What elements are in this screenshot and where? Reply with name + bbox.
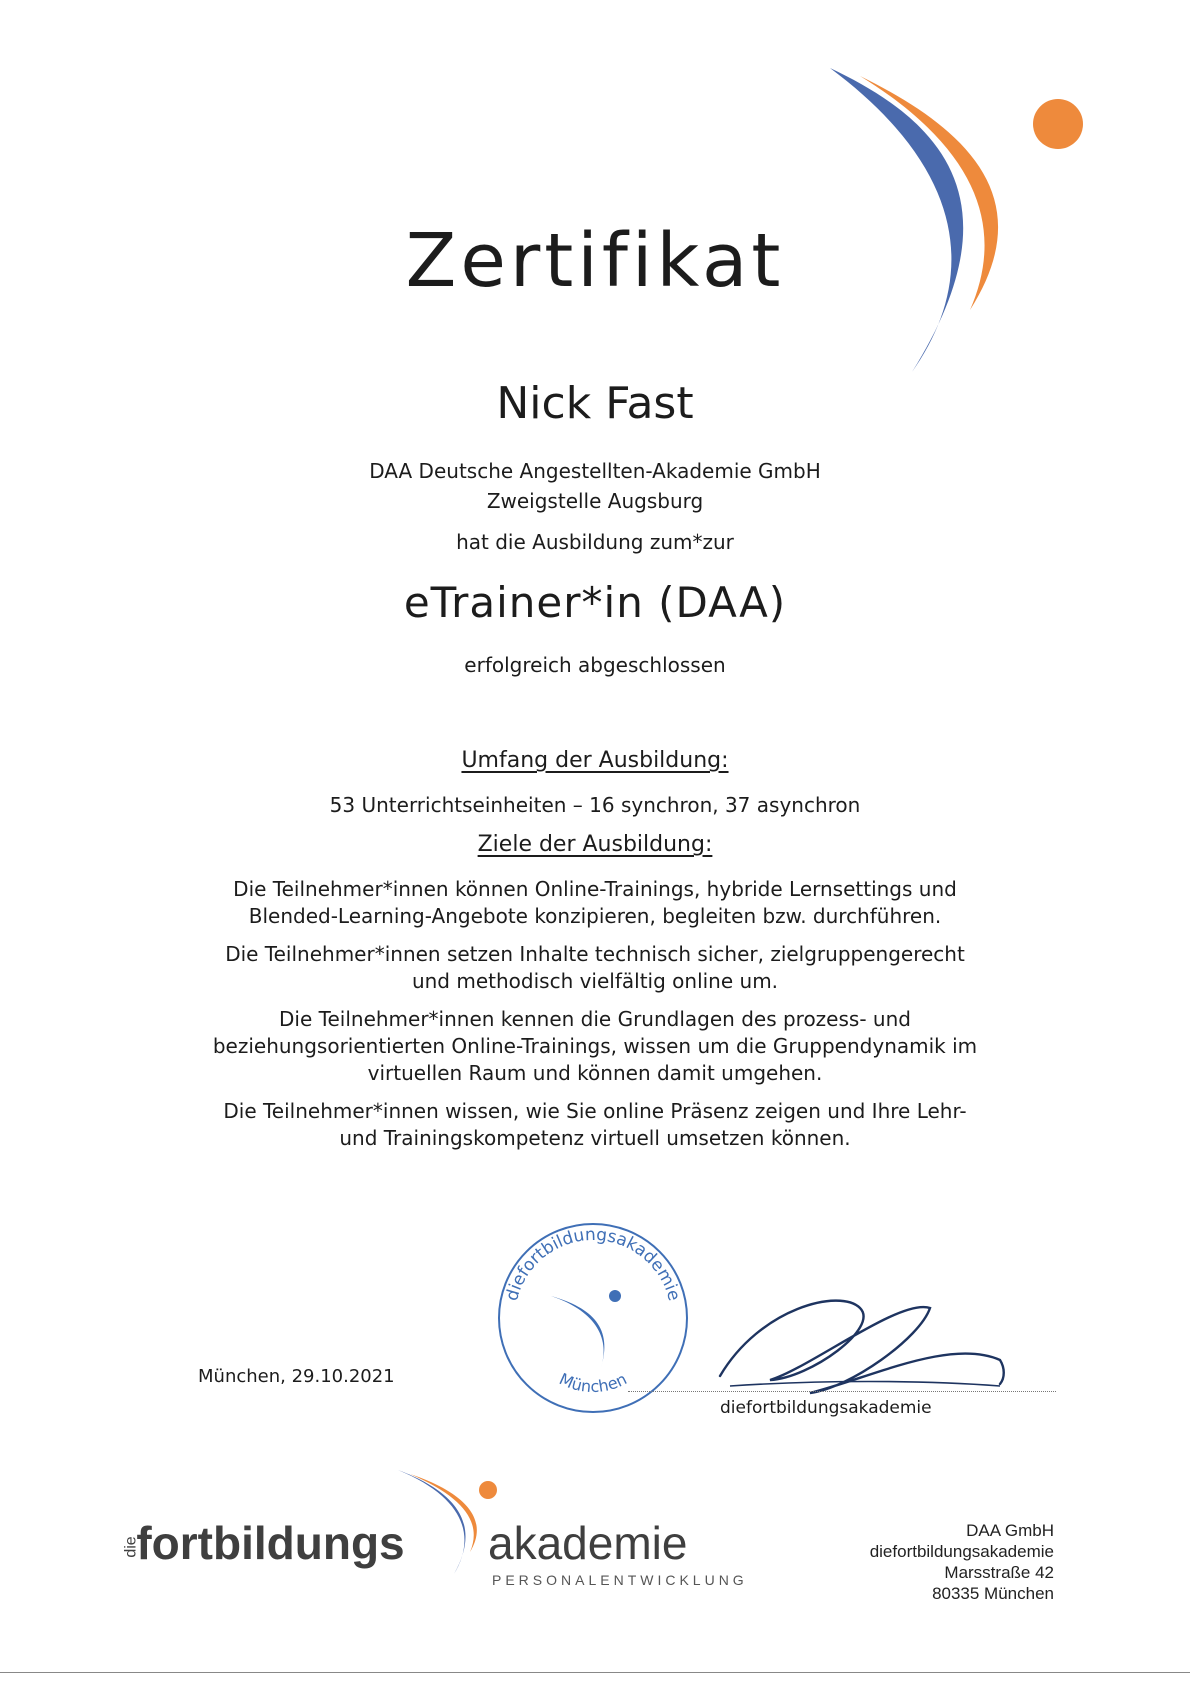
footer-logo-text-1 xyxy=(121,1516,405,1570)
completion-text: erfolgreich abgeschlossen xyxy=(464,653,726,677)
signature-label: diefortbildungsakademie xyxy=(720,1398,932,1418)
address-line: DAA GmbH xyxy=(966,1521,1054,1540)
recipient-name: Nick Fast xyxy=(496,378,694,429)
address-line: diefortbildungsakademie xyxy=(869,1542,1054,1561)
organization-line-2: Zweigstelle Augsburg xyxy=(486,489,704,513)
footer-logo-part-2: akademie xyxy=(488,1517,688,1569)
stamp-swoosh-icon xyxy=(551,1296,604,1368)
address-line: 80335 München xyxy=(932,1584,1054,1603)
goal-item: Die Teilnehmer*innen können Online-Trainings, hybride Lernsettings und Blended-Learning-Angebote konzipieren, begleiten bzw. durchführen. xyxy=(233,877,957,928)
intro-text: hat die Ausbildung zum*zur xyxy=(456,530,734,554)
goal-item: Die Teilnehmer*innen kennen die Grundlagen des prozess- und beziehungsorientierten Online-Trainings, wissen um die Gruppendynamik im virtuellen Raum und können damit umgehen. xyxy=(212,1007,978,1085)
scope-value: 53 Unterrichtseinheiten – 16 synchron, 37 asynchron xyxy=(329,793,861,817)
stamp-text-top: diefortbildungsakademie xyxy=(502,1224,684,1304)
footer-logo-prefix: die xyxy=(122,1536,140,1558)
footer-address xyxy=(870,1520,1054,1604)
page-bottom-edge xyxy=(0,1672,1190,1673)
organization-line-1: DAA Deutsche Angestellten-Akademie GmbH xyxy=(369,459,821,483)
handwritten-signature xyxy=(700,1268,1020,1408)
scope-heading: Umfang der Ausbildung: xyxy=(461,748,729,773)
signature-line xyxy=(628,1391,1056,1392)
svg-text:München xyxy=(556,1369,629,1396)
course-title: eTrainer*in (DAA) xyxy=(403,578,787,627)
organization xyxy=(0,456,1190,516)
goal-item: Die Teilnehmer*innen wissen, wie Sie online Präsenz zeigen und Ihre Lehr- und Trainingskompetenz virtuell umsetzen können. xyxy=(223,1099,967,1150)
certificate-title: Zertifikat xyxy=(405,218,785,304)
footer-logo-part-1: fortbildungs xyxy=(136,1517,405,1569)
place-date: München, 29.10.2021 xyxy=(198,1366,395,1387)
organization-stamp xyxy=(493,1218,693,1418)
goals-list xyxy=(0,876,1190,1163)
footer-logo-tagline: PERSONALENTWICKLUNG xyxy=(492,1572,748,1588)
goal-item: Die Teilnehmer*innen setzen Inhalte technisch sicher, zielgruppengerecht und methodisch vielfältig online um. xyxy=(225,942,965,993)
svg-text:diefortbildungsakademie xyxy=(502,1225,684,1303)
address-line: Marsstraße 42 xyxy=(944,1563,1054,1582)
stamp-text-bottom: München xyxy=(556,1369,630,1397)
goals-heading: Ziele der Ausbildung: xyxy=(477,832,713,857)
